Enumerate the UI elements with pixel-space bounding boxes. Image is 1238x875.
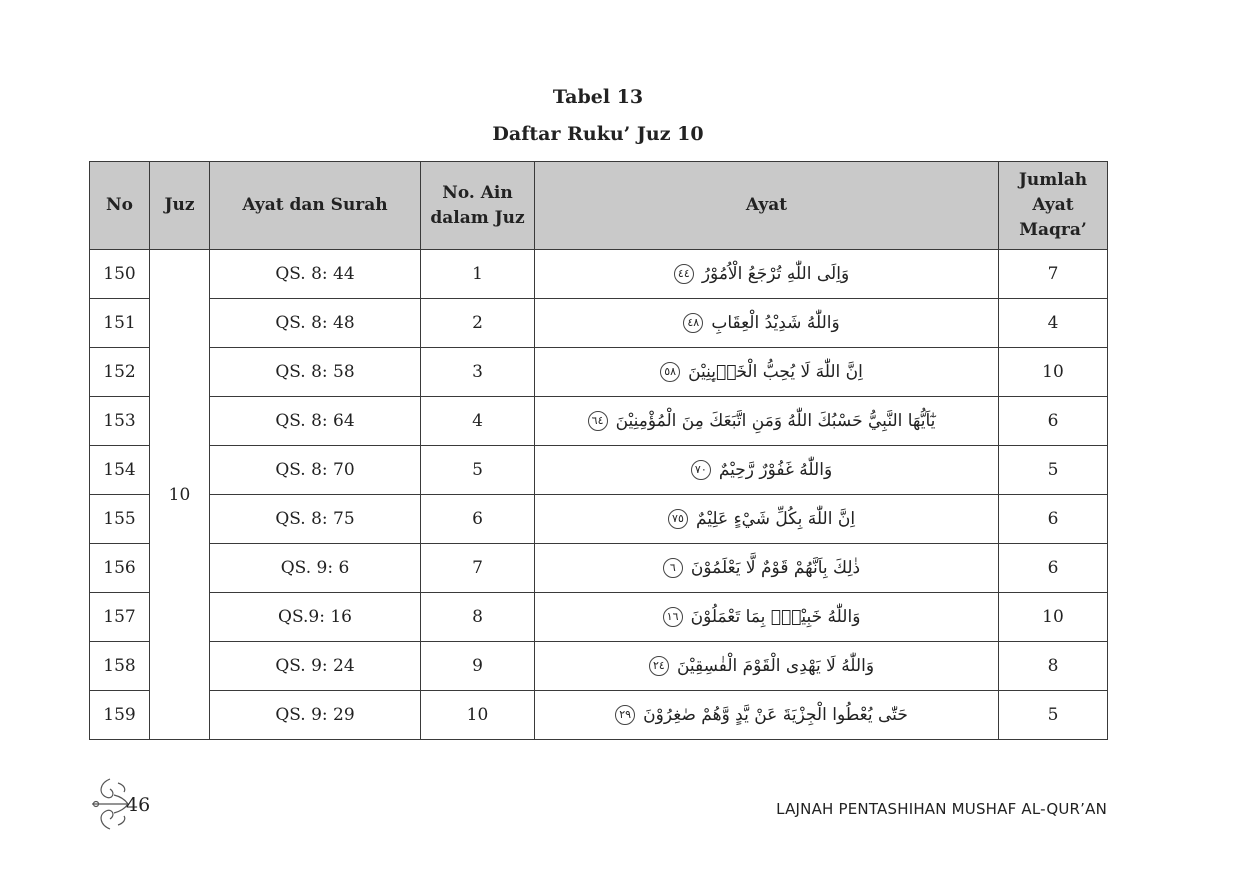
ayat-text: يٰٓاَيُّهَا النَّبِيُّ حَسْبُكَ اللّٰهُ وَمَنِ اتَّبَعَكَ مِنَ الْمُؤْمِنِيْنَ <box>615 410 936 431</box>
cell-jumlah: 8 <box>999 642 1108 691</box>
ayat-text: اِنَّ اللّٰهَ بِكُلِّ شَيْءٍ عَلِيْمٌ <box>695 508 856 529</box>
ayah-number-marker: ٢٩ <box>615 705 635 725</box>
table-row <box>90 544 1108 593</box>
ayah-number-marker: ٧٥ <box>668 509 688 529</box>
cell-no: 158 <box>90 642 150 691</box>
cell-ain: 9 <box>421 642 535 691</box>
cell-juz: 10 <box>150 250 210 740</box>
table-row <box>90 691 1108 740</box>
header-jumlah-line2: Ayat <box>1032 195 1074 215</box>
cell-no: 153 <box>90 397 150 446</box>
header-ain <box>421 162 535 250</box>
cell-surah: QS.9: 16 <box>210 593 421 642</box>
ayat-text: وَاللّٰهُ خَبِيْرٌۢ بِمَا تَعْمَلُوْنَ <box>690 606 861 627</box>
cell-no: 159 <box>90 691 150 740</box>
page-number: 46 <box>126 794 151 816</box>
cell-ayat <box>535 446 999 495</box>
cell-jumlah: 10 <box>999 593 1108 642</box>
header-ain-line2: dalam Juz <box>430 207 525 228</box>
cell-ayat <box>535 495 999 544</box>
cell-ayat <box>535 397 999 446</box>
table-header-row <box>90 162 1108 250</box>
header-jumlah-line3: Maqra’ <box>1019 220 1087 240</box>
header-ayat: Ayat <box>535 162 999 250</box>
cell-ayat <box>535 593 999 642</box>
ayat-text: حَتّٰى يُعْطُوا الْجِزْيَةَ عَنْ يَّدٍ وَّهُمْ صٰغِرُوْنَ <box>643 704 908 725</box>
cell-surah: QS. 8: 44 <box>210 250 421 299</box>
header-jumlah-line1: Jumlah <box>1018 170 1088 190</box>
ayah-number-marker: ٧٠ <box>691 460 711 480</box>
table-title: Daftar Ruku’ Juz 10 <box>492 123 704 145</box>
cell-ayat <box>535 348 999 397</box>
table-row <box>90 397 1108 446</box>
cell-surah: QS. 8: 58 <box>210 348 421 397</box>
cell-no: 155 <box>90 495 150 544</box>
cell-no: 154 <box>90 446 150 495</box>
header-jumlah <box>999 162 1108 250</box>
ayah-number-marker: ٢٤ <box>649 656 669 676</box>
cell-surah: QS. 9: 6 <box>210 544 421 593</box>
cell-ayat <box>535 250 999 299</box>
ayat-text: وَاللّٰهُ لَا يَهْدِى الْقَوْمَ الْفٰسِقِيْنَ <box>676 655 875 676</box>
ayah-number-marker: ١٦ <box>663 607 683 627</box>
cell-surah: QS. 8: 70 <box>210 446 421 495</box>
ayah-number-marker: ٤٨ <box>683 313 703 333</box>
cell-surah: QS. 9: 24 <box>210 642 421 691</box>
ayat-text: وَاللّٰهُ غَفُوْرٌ رَّحِيْمٌ <box>718 459 833 480</box>
cell-jumlah: 10 <box>999 348 1108 397</box>
ayah-number-marker: ٦٤ <box>588 411 608 431</box>
header-juz: Juz <box>150 162 210 250</box>
cell-ayat <box>535 691 999 740</box>
cell-jumlah: 6 <box>999 495 1108 544</box>
ayah-number-marker: ٤٤ <box>674 264 694 284</box>
ayah-number-marker: ٥٨ <box>660 362 680 382</box>
ayat-text: ذٰلِكَ بِاَنَّهُمْ قَوْمٌ لَّا يَعْلَمُوْنَ <box>690 557 861 578</box>
cell-ain: 3 <box>421 348 535 397</box>
cell-no: 156 <box>90 544 150 593</box>
cell-no: 150 <box>90 250 150 299</box>
cell-ain: 7 <box>421 544 535 593</box>
cell-ayat <box>535 544 999 593</box>
table-number: Tabel 13 <box>552 86 644 108</box>
table-row <box>90 299 1108 348</box>
cell-no: 151 <box>90 299 150 348</box>
cell-ain: 4 <box>421 397 535 446</box>
cell-jumlah: 5 <box>999 691 1108 740</box>
cell-surah: QS. 8: 75 <box>210 495 421 544</box>
cell-surah: QS. 8: 48 <box>210 299 421 348</box>
ayat-text: اِنَّ اللّٰهَ لَا يُحِبُّ الْخَاۤىِٕنِيْنَ <box>688 361 863 382</box>
cell-jumlah: 7 <box>999 250 1108 299</box>
cell-ain: 8 <box>421 593 535 642</box>
cell-ain: 10 <box>421 691 535 740</box>
ayat-text: وَاِلَى اللّٰهِ تُرْجَعُ الْاُمُوْرُ <box>701 263 850 284</box>
cell-no: 152 <box>90 348 150 397</box>
cell-ayat <box>535 642 999 691</box>
cell-surah: QS. 8: 64 <box>210 397 421 446</box>
table-row <box>90 495 1108 544</box>
table-row <box>90 250 1108 299</box>
table-row <box>90 593 1108 642</box>
header-no: No <box>90 162 150 250</box>
cell-no: 157 <box>90 593 150 642</box>
cell-ayat <box>535 299 999 348</box>
cell-surah: QS. 9: 29 <box>210 691 421 740</box>
cell-jumlah: 6 <box>999 544 1108 593</box>
table-row <box>90 642 1108 691</box>
cell-jumlah: 6 <box>999 397 1108 446</box>
ayah-number-marker: ٦ <box>663 558 683 578</box>
table-row <box>90 446 1108 495</box>
cell-ain: 5 <box>421 446 535 495</box>
cell-jumlah: 5 <box>999 446 1108 495</box>
cell-ain: 6 <box>421 495 535 544</box>
table-row <box>90 348 1108 397</box>
cell-jumlah: 4 <box>999 299 1108 348</box>
ruku-table <box>89 161 1108 740</box>
ayat-text: وَاللّٰهُ شَدِيْدُ الْعِقَابِ <box>711 312 840 333</box>
cell-ain: 2 <box>421 299 535 348</box>
publisher-name: LAJNAH PENTASHIHAN MUSHAF AL-QUR’AN <box>776 800 1107 818</box>
cell-ain: 1 <box>421 250 535 299</box>
header-ain-line1: No. Ain <box>442 182 513 203</box>
header-ayat-surah: Ayat dan Surah <box>210 162 421 250</box>
